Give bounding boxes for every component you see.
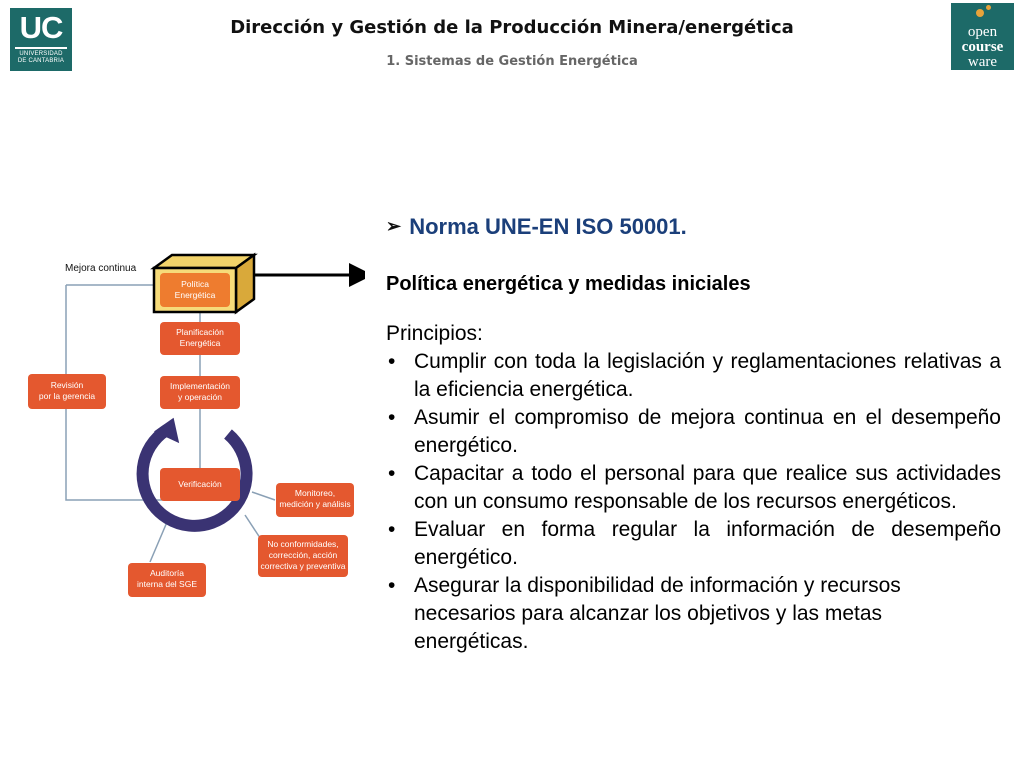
- principles-label: Principios:: [386, 322, 483, 345]
- bullet-dot-icon: •: [388, 574, 396, 597]
- box-politica-line2: Energética: [174, 290, 216, 300]
- principles-list: [386, 348, 1001, 656]
- box-verificacion-label: Verificación: [178, 479, 222, 489]
- box-politica-line1: Política: [181, 279, 209, 289]
- section-heading: [386, 212, 1001, 244]
- box-monitoreo-line1: Monitoreo,: [294, 488, 336, 498]
- box-no-conformidades-line1: No conformidades,: [267, 539, 339, 549]
- bullet-dot-icon: •: [388, 518, 396, 541]
- box-revision-line1: Revisión: [50, 380, 84, 390]
- list-item-text: Capacitar a todo el personal para que realice sus actividades con un consumo responsable de los recursos energéticos.: [414, 462, 1001, 513]
- box-planificacion-line1: Planificación: [176, 327, 224, 337]
- slide-title: Dirección y Gestión de la Producción Minera/energética: [230, 17, 794, 38]
- list-item-text: Evaluar en forma regular la información de desempeño energético.: [414, 518, 1001, 569]
- list-item-text: Asegurar la disponibilidad de información y recursos necesarios para alcanzar los objetivos y las metas energéticas.: [414, 574, 901, 653]
- opencourseware-logo: [951, 3, 1014, 70]
- box-monitoreo-line2: medición y análisis: [279, 499, 351, 509]
- box-no-conformidades-line2: corrección, acción: [268, 550, 338, 560]
- list-item: [386, 460, 1001, 516]
- cycle-label: Mejora continua: [65, 263, 137, 274]
- box-implementacion-line1: Implementación: [169, 381, 231, 391]
- list-item-text: Cumplir con toda la legislación y reglamentaciones relativas a la eficiencia energética.: [414, 350, 1001, 401]
- list-item: [386, 516, 1001, 572]
- slide-content: [386, 212, 1001, 656]
- section-heading-text: Norma UNE-EN ISO 50001.: [409, 214, 687, 239]
- logo-word-open: open: [967, 24, 998, 40]
- box-planificacion-line2: Energética: [179, 338, 221, 348]
- iso50001-cycle-diagram: [20, 250, 365, 610]
- connector-monitoreo: [252, 492, 275, 500]
- box-revision-line2: por la gerencia: [38, 391, 96, 401]
- bullet-dot-icon: •: [388, 350, 396, 373]
- university-logo: [10, 8, 72, 71]
- bullet-dot-icon: •: [388, 406, 396, 429]
- arrow-bullet-icon: ➢: [386, 216, 402, 236]
- bullet-dot-icon: •: [388, 462, 396, 485]
- logo-dot-icon: [986, 5, 991, 10]
- slide-subtitle: 1. Sistemas de Gestión Energética: [386, 54, 638, 69]
- logo-dot-icon: [976, 9, 984, 17]
- logo-line-1: UNIVERSIDAD: [19, 51, 63, 57]
- list-item: [386, 572, 1001, 656]
- logo-line-2: DE CANTABRIA: [17, 58, 65, 64]
- box-auditoria-line2: interna del SGE: [136, 579, 198, 589]
- logo-word-ware: ware: [967, 54, 998, 70]
- logo-initials: UC: [19, 10, 63, 45]
- box-implementacion-line2: y operación: [178, 392, 222, 402]
- box-no-conformidades-line3: correctiva y preventiva: [260, 561, 346, 571]
- list-item: [386, 348, 1001, 404]
- section-subheading: Política energética y medidas iniciales: [386, 273, 751, 295]
- list-item-text: Asumir el compromiso de mejora continua en el desempeño energético.: [414, 406, 1001, 457]
- box-auditoria-line1: Auditoría: [149, 568, 185, 578]
- logo-divider: [15, 47, 67, 49]
- logo-word-course: course: [961, 39, 1004, 55]
- list-item: [386, 404, 1001, 460]
